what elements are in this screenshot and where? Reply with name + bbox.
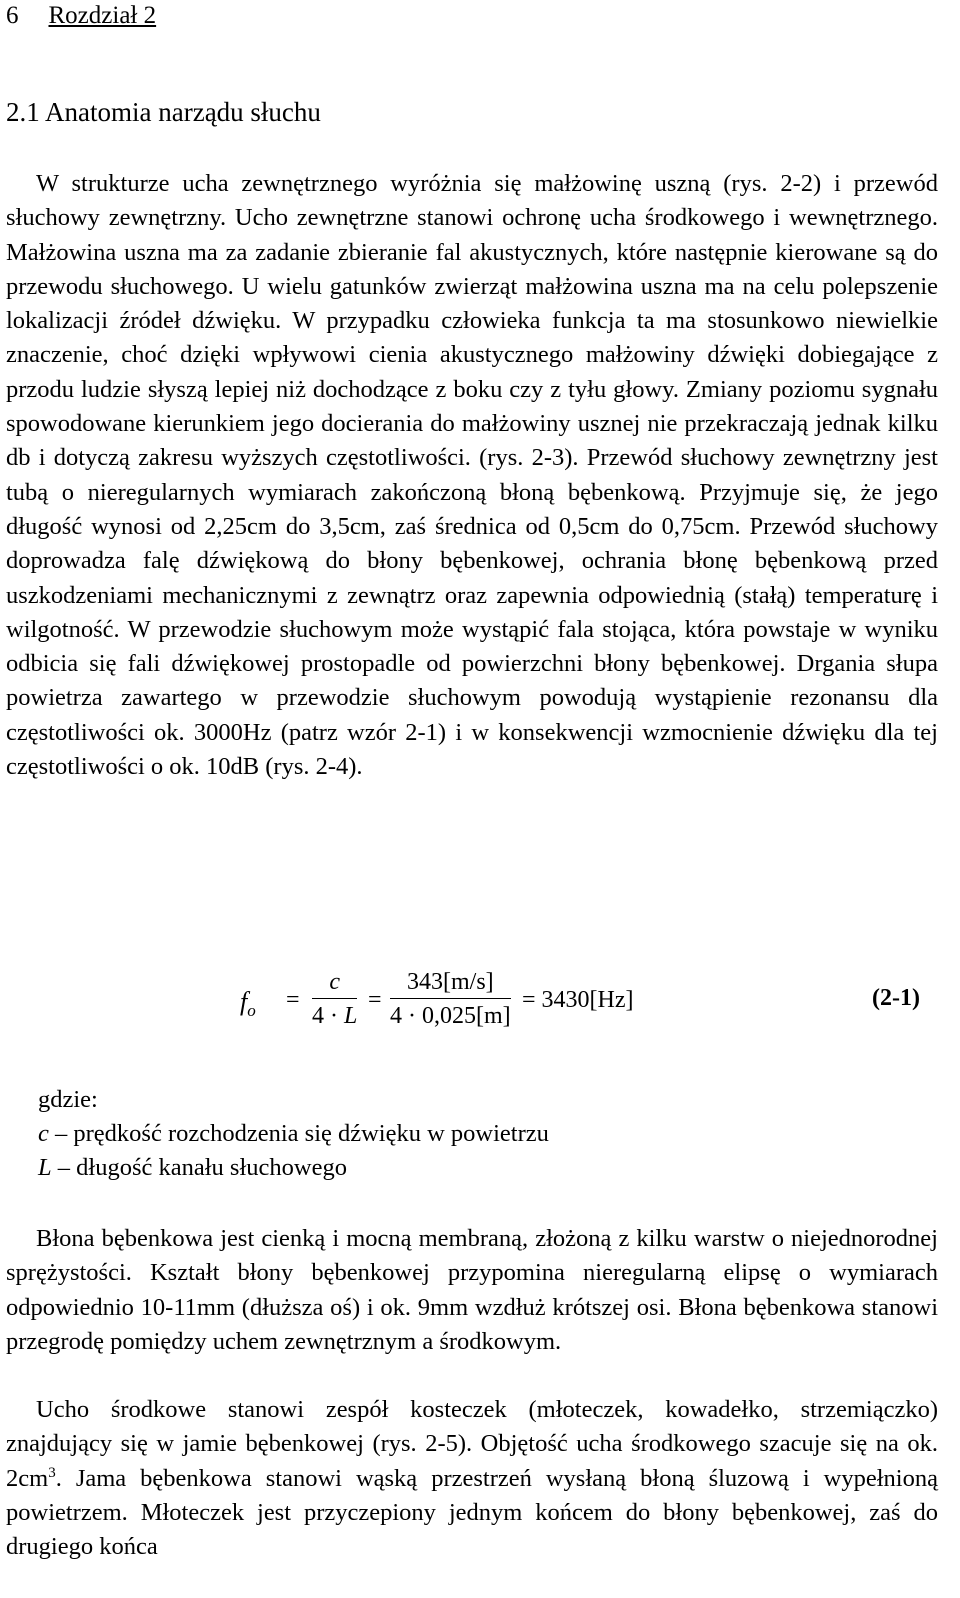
page-number: 6: [6, 2, 19, 29]
formula-lhs: $f_o$: [240, 987, 256, 1021]
definition-c: c – prędkość rozchodzenia się dźwięku w powietrzu: [38, 1120, 549, 1147]
fraction-numerator: 343[m/s]: [390, 969, 511, 999]
fraction-denominator: 4 · L: [312, 1003, 358, 1029]
paragraph-text: Błona bębenkowa jest cienką i mocną membraną, złożoną z kilku warstw o niejednorodnej sprężystości. Kształt błony bębenkowej przypomina nieregularną elipsę o wymiarach odpowiednio 10-11mm (dłuższa oś) i ok. 9mm wzdłuż krótszej osi. Błona bębenkowa stanowi przegrodę pomiędzy uchem zewnętrznym a środkowym.: [6, 1225, 938, 1355]
formula-definitions: [38, 1083, 549, 1185]
superscript: 3: [48, 1464, 56, 1481]
paragraph-eardrum: [6, 1222, 938, 1359]
formula-result: = 3430[Hz]: [522, 987, 634, 1013]
page-header: [6, 0, 156, 32]
fraction-c-over-4L: [312, 969, 357, 1030]
paragraph-text: W strukturze ucha zewnętrznego wyróżnia się małżowinę uszną (rys. 2-2) i przewód słuchowy zewnętrzny. Ucho zewnętrzne stanowi ochronę ucha środkowego i wewnętrznego. Małżowina uszna ma za zadanie zbieranie fal akustycznych, które następnie kierowane są do przewodu słuchowego. U wielu gatunków zwierząt małżowina uszna ma na celu polepszenie lokalizacji źródeł dźwięku. W przypadku człowieka funkcja ta ma stosunkowo niewielkie znaczenie, choć dzięki wpływowi cienia akustycznego małżowiny dźwięki dobiegające z przodu ludzie słyszą lepiej niż dochodzące z boku czy z tyłu głowy. Zmiany poziomu sygnału spowodowane kierunkiem jego docierania do małżowiny usznej nie przekraczają jednak kilku db i dotyczą zakresu wyższych częstotliwości. (rys. 2-3). Przewód słuchowy zewnętrzny jest tubą o nieregularnych wymiarach zakończoną błoną bębenkową. Przyjmuje się, że jego długość wynosi od 2,25cm do 3,5cm, zaś średnica od 0,5cm do 0,75cm. Przewód słuchowy doprowadza falę dźwiękową do błony bębenkowej, ochrania błonę bębenkową przed uszkodzeniami mechanicznymi z zewnątrz oraz zapewnia odpowiednią (stałą) temperaturę i wilgotność. W przewodzie słuchowym może wystąpić fala stojąca, która powstaje w wyniku odbicia się fali dźwiękowej prostopadle od powierzchni błony bębenkowej. Drgania słupa powietrza zawartego w przewodzie słuchowym powodują wystąpienie rezonansu dla częstotliwości ok. 3000Hz (patrz wzór 2-1) i w konsekwencji wzmocnienie dźwięku dla tej częstotliwości o ok. 10dB (rys. 2-4).: [6, 170, 938, 781]
equation-number: (2-1): [872, 985, 920, 1011]
definitions-intro: gdzie:: [38, 1086, 98, 1113]
equals-sign-2: =: [368, 987, 382, 1013]
formula-lhs-subscript: o: [247, 1001, 256, 1021]
fraction-numeric: [390, 969, 511, 1030]
formula-2-1: [240, 965, 700, 1045]
paragraph-text-cont: . Jama bębenkowa stanowi wąską przestrzeń wysłaną błoną śluzową i wypełnioną powietrzem. Młoteczek jest przyczepiony jednym końcem do błony bębenkowej, zaś do drugiego końca: [6, 1464, 938, 1561]
paragraph-middle-ear: [6, 1393, 938, 1564]
equals-sign: =: [286, 987, 300, 1013]
paragraph-ear-anatomy: [6, 167, 938, 784]
fraction-numerator: c: [312, 969, 357, 999]
section-title: 2.1 Anatomia narządu słuchu: [6, 97, 321, 127]
definition-L: L – długość kanału słuchowego: [38, 1154, 347, 1181]
fraction-denominator: 4 · 0,025[m]: [390, 1003, 511, 1029]
paragraph-text: Ucho środkowe stanowi zespół kosteczek (młoteczek, kowadełko, strzemiączko) znajdujący się w jamie bębenkowej (rys. 2-5). Objętość ucha środkowego szacuje się na ok. 2cm: [6, 1396, 938, 1492]
chapter-link[interactable]: Rozdział 2: [48, 2, 157, 29]
